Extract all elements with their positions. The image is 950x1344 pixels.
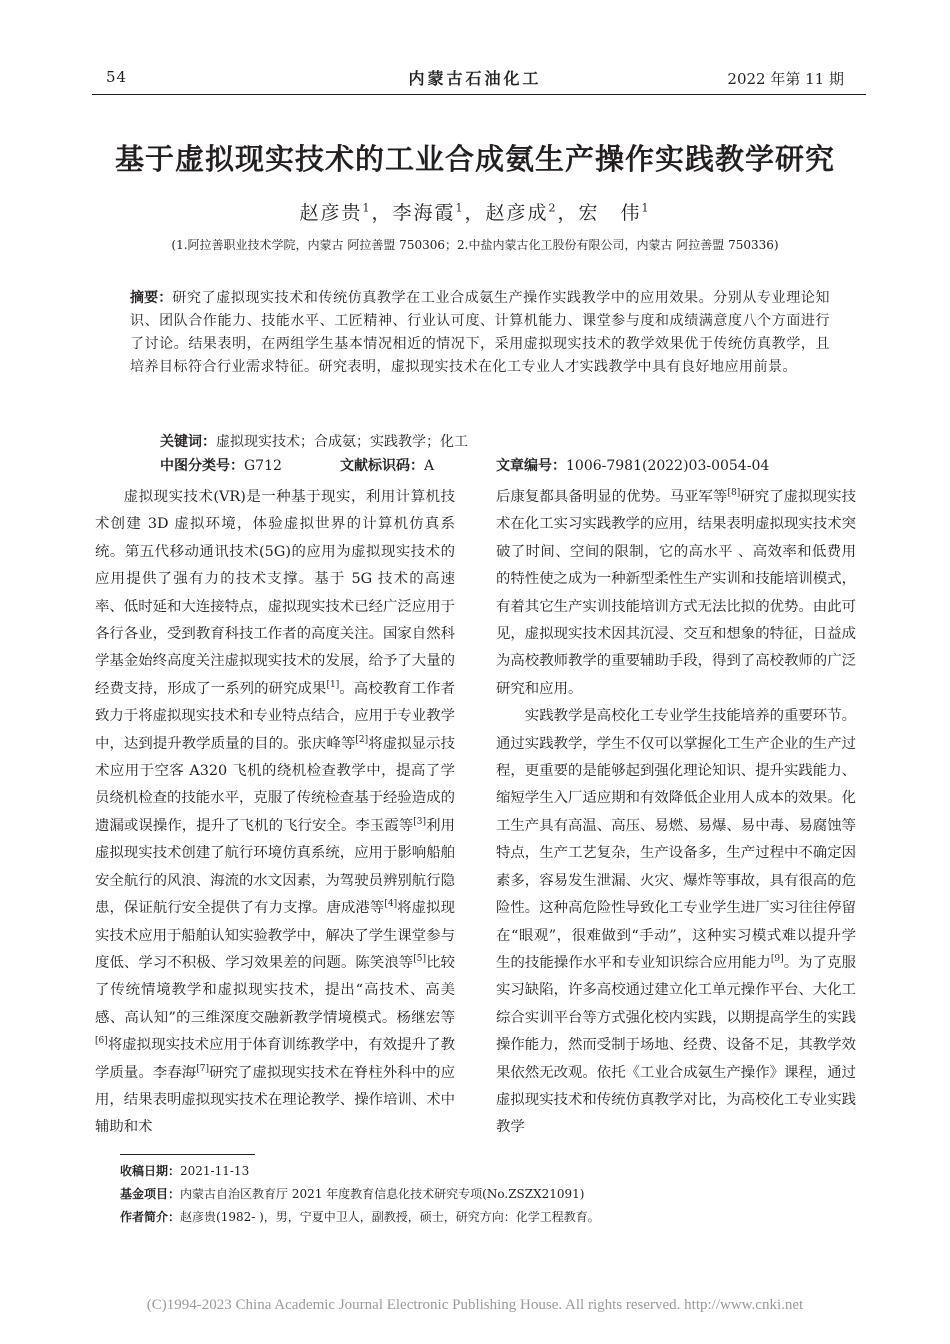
clc-item [160, 455, 340, 475]
article-no-item [496, 455, 769, 475]
page-number: 54 [106, 68, 128, 86]
doc-code-item [340, 455, 496, 475]
classification-row [160, 455, 860, 475]
doc-code-value: A [424, 458, 435, 474]
copyright-watermark: (C)1994-2023 China Academic Journal Electronic Publishing House. All rights reserved. http://www.cnki.net [146, 1297, 804, 1313]
affiliation: (1.阿拉善职业技术学院，内蒙古 阿拉善盟 750306；2.中盐内蒙古化工股份有限公司，内蒙古 阿拉善盟 750336) [171, 238, 779, 252]
author-bio: 作者简介：赵彦贵(1982- )，男，宁夏中卫人，副教授，硕士，研究方向：化学工程教育。 [120, 1210, 600, 1224]
author-name: 赵彦贵 [299, 202, 363, 224]
author-name: 李海霞 [392, 202, 456, 224]
citation: [9] [770, 954, 784, 965]
article-no-label: 文章编号： [496, 458, 566, 474]
citation: [1] [326, 680, 340, 691]
author-name: 宏 伟 [578, 202, 642, 224]
author-affil-mark: 1 [455, 201, 465, 215]
doc-code-label: 文献标识码： [340, 458, 424, 474]
keywords-text: 虚拟现实技术；合成氨；实践教学；化工 [216, 434, 468, 450]
citation: [6] [95, 1036, 108, 1047]
author-affil-mark: 1 [362, 201, 372, 215]
footnote-rule [120, 1154, 255, 1155]
issue-label: 2022 年第 11 期 [727, 70, 844, 88]
body-column-right [496, 484, 856, 1142]
citation: [5] [413, 954, 427, 965]
paper-title: 基于虚拟现实技术的工业合成氨生产操作实践教学研究 [114, 142, 835, 176]
author-list: 赵彦贵$^1$，李海霞$^1$，赵彦成$^2$，宏 伟$^1$ [299, 201, 651, 224]
abstract-text: 研究了虚拟现实技术和传统仿真教学在工业合成氨生产操作实践教学中的应用效果。分别从专业理论知识、团队合作能力、技能水平、工匠精神、行业认可度、计算机能力、课堂参与度和成绩满意度八个方面进行了讨论。结果表明，在两组学生基本情况相近的情况下，采用虚拟现实技术的教学效果优于传统仿真教学，且培养目标符合行业需求特征。研究表明，虚拟现实技术在化工专业人才实践教学中具有良好地应用前景。 [130, 290, 831, 375]
journal-name: 内蒙古石油化工 [408, 69, 542, 88]
clc-label: 中图分类号： [160, 458, 244, 474]
citation: [7] [196, 1063, 210, 1074]
citation: [3] [413, 817, 427, 828]
author-name: 赵彦成 [485, 202, 549, 224]
citation: [2] [355, 734, 369, 745]
abstract [130, 287, 830, 379]
body-paragraph: 后康复都具备明显的优势。马亚军等[8]研究了虚拟现实技术在化工实习实践教学的应用，结果表明虚拟现实技术突破了时间、空间的限制，它的高水平 、高效率和低费用的特性使之成为一种新型柔性生产实训和技能培训模式，有着其它生产实训技能培训方式无法比拟的优势。由此可见，虚拟现实技术因其沉浸、交互和想象的特征，日益成为高校教师教学的重要辅助手段，得到了高校教师的广泛研究和应用。 [496, 488, 856, 697]
article-no-value: 1006-7981(2022)03-0054-04 [566, 458, 770, 474]
citation: [8] [727, 488, 741, 499]
received-date: 收稿日期：2021-11-13 [120, 1164, 250, 1178]
citation: [4] [384, 899, 398, 910]
keywords-label: 关键词： [160, 434, 216, 450]
keywords [160, 431, 468, 451]
fund-project: 基金项目：内蒙古自治区教育厅 2021 年度教育信息化技术研究专项(No.ZSZX21091) [120, 1187, 585, 1201]
header-rule [92, 94, 866, 95]
body-column-left [95, 484, 455, 1142]
author-affil-mark: 2 [548, 201, 558, 215]
footnotes [120, 1160, 600, 1229]
author-affil-mark: 1 [641, 201, 651, 215]
abstract-label: 摘要： [130, 290, 173, 306]
body-paragraph: 实践教学是高校化工专业学生技能培养的重要环节。通过实践教学，学生不仅可以掌握化工生产企业的生产过程，更重要的是能够起到强化理论知识、提升实践能力、缩短学生入厂适应期和有效降低企业用人成本的效果。化工生产具有高温、高压、易燃、易爆、易中毒、易腐蚀等特点，生产工艺复杂，生产设备多，生产过程中不确定因素多，容易发生泄漏、火灾、爆炸等事故，具有很高的危险性。这种高危险性导致化工专业学生进厂实习往往停留在“眼观”，很难做到“手动”，这种实习模式难以提升学生的技能操作水平和专业知识综合应用能力[9]。为了克服实习缺陷，许多高校通过建立化工单元操作平台、大化工综合实训平台等方式强化校内实践，以期提高学生的实践操作能力，然而受制于场地、经费、设备不足，其教学效果依然无改观。依托《工业合成氨生产操作》课程，通过虚拟现实技术和传统仿真教学对比，为高校化工专业实践教学 [496, 708, 856, 1136]
clc-value: G712 [244, 458, 282, 474]
body-paragraph: 虚拟现实技术(VR)是一种基于现实，利用计算机技术创建 3D 虚拟环境，体验虚拟世界的计算机仿真系统。第五代移动通讯技术(5G)的应用为虚拟现实技术的应用提供了强有力的技术支撑。基于 5G 技术的高速率、低时延和大连接特点，虚拟现实技术已经广泛应用于各行各业，受到教育科技工作者的高度关注。国家自然科学基金始终高度关注虚拟现实技术的发展，给予了大量的经费支持，形成了一系列的研究成果[1]。高校教育工作者致力于将虚拟现实技术和专业特点结合，应用于专业教学中，达到提升教学质量的目的。张庆峰等[2]将虚拟显示技术应用于空客 A320 飞机的绕机检查教学中，提高了学员绕机检查的技能水平，克服了传统检查基于经验造成的遗漏或误操作，提升了飞机的飞行安全。李玉霞等[3]利用虚拟现实技术创建了航行环境仿真系统，应用于影响船舶安全航行的风浪、海流的水文因素，为驾驶员辨别航行隐患，保证航行安全提供了有力支撑。唐成港等[4]将虚拟现实技术应用于船舶认知实验教学中，解决了学生课堂参与度低、学习不积极、学习效果差的问题。陈笑浪等[5]比较了传统情境教学和虚拟现实技术，提出“高技术、高美感、高认知”的三维深度交融新教学情境模式。杨继宏等[6]将虚拟现实技术应用于体育训练教学中，有效提升了教学质量。李春海[7]研究了虚拟现实技术在脊柱外科中的应用，结果表明虚拟现实技术在理论教学、操作培训、术中辅助和术 [95, 489, 455, 1136]
